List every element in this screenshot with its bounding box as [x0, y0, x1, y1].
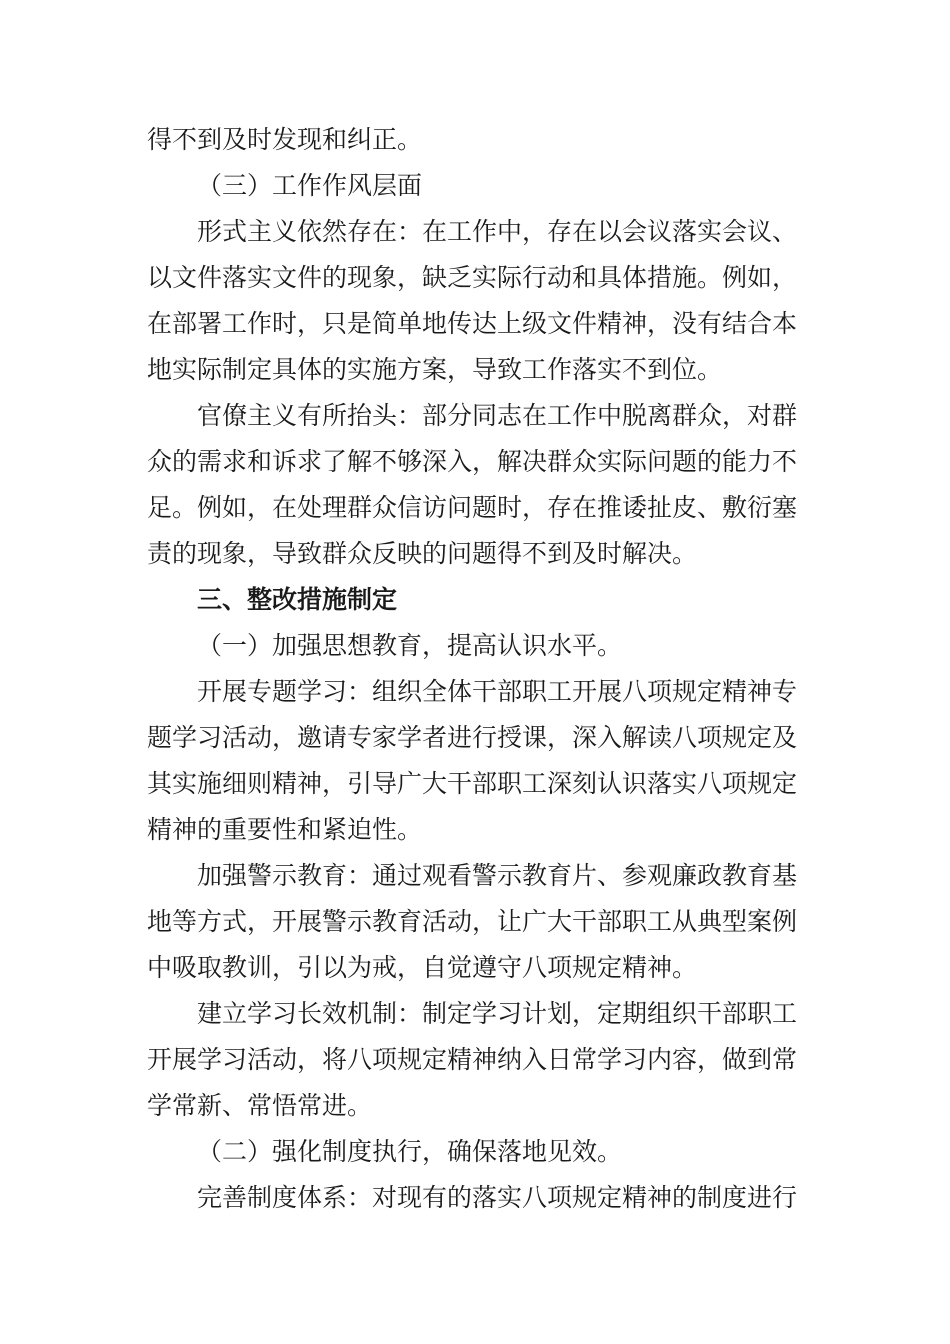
text-line: 题学习活动，邀请专家学者进行授课，深入解读八项规定及: [147, 723, 798, 752]
text-line: 开展专题学习：组织全体干部职工开展八项规定精神专: [197, 677, 798, 706]
text-line: 完善制度体系：对现有的落实八项规定精神的制度进行: [197, 1183, 798, 1212]
text-line: 足。例如，在处理群众信访问题时，存在推诿扯皮、敷衍塞: [147, 493, 798, 522]
subsection-heading: （三）工作作风层面: [197, 171, 423, 200]
subsection-heading: （一）加强思想教育，提高认识水平。: [197, 631, 623, 660]
text-line: 加强警示教育：通过观看警示教育片、参观廉政教育基: [197, 861, 798, 890]
text-line: 地等方式，开展警示教育活动，让广大干部职工从典型案例: [147, 907, 798, 936]
text-line: 在部署工作时，只是简单地传达上级文件精神，没有结合本: [147, 309, 798, 338]
text-line: 开展学习活动，将八项规定精神纳入日常学习内容，做到常: [147, 1045, 798, 1074]
subsection-heading: （二）强化制度执行，确保落地见效。: [197, 1137, 623, 1166]
text-line: 责的现象，导致群众反映的问题得不到及时解决。: [147, 539, 698, 568]
text-line: 建立学习长效机制：制定学习计划，定期组织干部职工: [197, 999, 798, 1028]
text-line: 众的需求和诉求了解不够深入，解决群众实际问题的能力不: [147, 447, 798, 476]
text-line: 学常新、常悟常进。: [147, 1091, 373, 1120]
text-line: 得不到及时发现和纠正。: [147, 125, 423, 154]
text-line: 形式主义依然存在：在工作中，存在以会议落实会议、: [197, 217, 798, 246]
text-line: 精神的重要性和紧迫性。: [147, 815, 423, 844]
text-line: 地实际制定具体的实施方案，导致工作落实不到位。: [147, 355, 723, 384]
section-heading: 三、整改措施制定: [197, 585, 398, 614]
text-line: 官僚主义有所抬头：部分同志在工作中脱离群众，对群: [197, 401, 798, 430]
text-line: 其实施细则精神，引导广大干部职工深刻认识落实八项规定: [147, 769, 798, 798]
text-line: 中吸取教训，引以为戒，自觉遵守八项规定精神。: [147, 953, 698, 982]
text-line: 以文件落实文件的现象，缺乏实际行动和具体措施。例如，: [147, 263, 798, 292]
